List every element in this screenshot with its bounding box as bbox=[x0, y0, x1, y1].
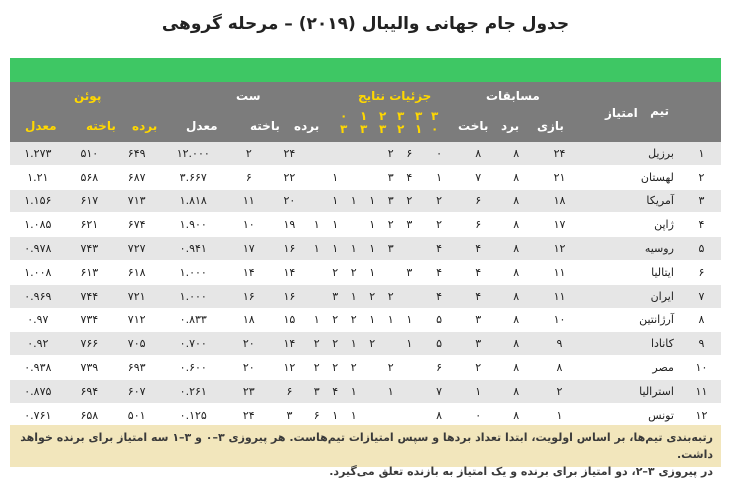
cell-team: مصر bbox=[583, 356, 682, 380]
cell-played: ۸ bbox=[497, 237, 536, 261]
header-pts-ratio: معدل bbox=[25, 119, 57, 133]
cell-pr: ۰.۷۶۱ bbox=[10, 403, 66, 427]
cell-r32 bbox=[363, 142, 382, 165]
cell-r31: ۳ bbox=[382, 165, 401, 189]
cell-won: ۰ bbox=[460, 403, 497, 427]
header-won: برد bbox=[501, 119, 520, 133]
cell-r03 bbox=[307, 284, 326, 308]
cell-team: آرژانتین bbox=[583, 308, 682, 332]
cell-lost: ۷ bbox=[419, 379, 460, 403]
cell-r13: ۲ bbox=[326, 260, 345, 284]
cell-pw: ۶۴۹ bbox=[113, 142, 160, 165]
cell-sr: ۰.۹۴۱ bbox=[160, 237, 226, 261]
cell-played: ۸ bbox=[497, 189, 536, 213]
cell-pr: ۰.۹۷ bbox=[10, 308, 66, 332]
table-row bbox=[10, 213, 721, 237]
cell-lost: ۵ bbox=[419, 332, 460, 356]
cell-r31: ۳ bbox=[382, 189, 401, 213]
cell-team: تونس bbox=[583, 403, 682, 427]
cell-lost: ۴ bbox=[419, 237, 460, 261]
cell-sl: ۱۴ bbox=[226, 260, 271, 284]
header-team: تیم bbox=[650, 104, 669, 118]
cell-team: کانادا bbox=[583, 332, 682, 356]
cell-points: ۱۱ bbox=[536, 284, 583, 308]
cell-rank: ۱۲ bbox=[682, 403, 721, 427]
cell-r32: ۱ bbox=[363, 308, 382, 332]
cell-r03 bbox=[307, 189, 326, 213]
cell-lost: ۴ bbox=[419, 284, 460, 308]
cell-sl: ۱۰ bbox=[226, 213, 271, 237]
cell-pw: ۷۲۷ bbox=[113, 237, 160, 261]
header-result-13: ۱ ۳ bbox=[360, 109, 368, 136]
cell-points: ۲۴ bbox=[536, 142, 583, 165]
cell-won: ۴ bbox=[460, 237, 497, 261]
cell-rank: ۲ bbox=[682, 165, 721, 189]
cell-r30: ۴ bbox=[400, 165, 419, 189]
cell-pl: ۷۴۴ bbox=[66, 284, 113, 308]
cell-r23: ۱ bbox=[344, 379, 363, 403]
cell-r31: ۲ bbox=[382, 356, 401, 380]
cell-r03: ۳ bbox=[307, 379, 326, 403]
cell-lost: ۱ bbox=[419, 165, 460, 189]
cell-team: روسیه bbox=[583, 237, 682, 261]
cell-lost: ۰ bbox=[419, 142, 460, 165]
cell-rank: ۶ bbox=[682, 260, 721, 284]
cell-r32: ۱ bbox=[363, 213, 382, 237]
cell-points: ۱۲ bbox=[536, 237, 583, 261]
table-row bbox=[10, 189, 721, 213]
cell-sl: ۱۱ bbox=[226, 189, 271, 213]
table-row bbox=[10, 260, 721, 284]
cell-won: ۳ bbox=[460, 332, 497, 356]
cell-r30 bbox=[400, 356, 419, 380]
header-lost: باخت bbox=[458, 119, 489, 133]
cell-r30: ۱ bbox=[400, 332, 419, 356]
cell-played: ۸ bbox=[497, 308, 536, 332]
cell-won: ۸ bbox=[460, 142, 497, 165]
cell-rank: ۴ bbox=[682, 213, 721, 237]
cell-rank: ۹ bbox=[682, 332, 721, 356]
cell-sw: ۱۴ bbox=[271, 332, 307, 356]
cell-pw: ۷۱۲ bbox=[113, 308, 160, 332]
cell-pl: ۶۵۸ bbox=[66, 403, 113, 427]
cell-pw: ۶۸۷ bbox=[113, 165, 160, 189]
cell-r31: ۳ bbox=[382, 237, 401, 261]
cell-played: ۸ bbox=[497, 260, 536, 284]
cell-sl: ۲۰ bbox=[226, 356, 271, 380]
cell-pw: ۷۰۵ bbox=[113, 332, 160, 356]
cell-r13: ۱ bbox=[326, 165, 345, 189]
cell-r13: ۳ bbox=[326, 284, 345, 308]
cell-sr: ۰.۸۳۳ bbox=[160, 308, 226, 332]
cell-team: ایتالیا bbox=[583, 260, 682, 284]
cell-r30 bbox=[400, 284, 419, 308]
cell-sw: ۱۶ bbox=[271, 284, 307, 308]
cell-r13: ۱ bbox=[326, 237, 345, 261]
table-row bbox=[10, 165, 721, 189]
cell-pl: ۶۹۴ bbox=[66, 379, 113, 403]
cell-r23: ۲ bbox=[344, 308, 363, 332]
cell-r03: ۱ bbox=[307, 308, 326, 332]
cell-won: ۶ bbox=[460, 213, 497, 237]
cell-r03: ۲ bbox=[307, 356, 326, 380]
cell-won: ۴ bbox=[460, 284, 497, 308]
cell-sr: ۰.۷۰۰ bbox=[160, 332, 226, 356]
cell-sw: ۱۶ bbox=[271, 237, 307, 261]
header-accent-bar bbox=[10, 58, 721, 82]
cell-r30 bbox=[400, 403, 419, 427]
cell-team: آمریکا bbox=[583, 189, 682, 213]
cell-played: ۸ bbox=[497, 332, 536, 356]
cell-lost: ۶ bbox=[419, 356, 460, 380]
cell-pr: ۱.۰۰۸ bbox=[10, 260, 66, 284]
cell-pr: ۱.۲۷۳ bbox=[10, 142, 66, 165]
header-pts-won: برده bbox=[132, 119, 158, 133]
cell-played: ۸ bbox=[497, 213, 536, 237]
header-result-32: ۳ ۲ bbox=[397, 109, 405, 136]
cell-lost: ۲ bbox=[419, 189, 460, 213]
cell-r23: ۱ bbox=[344, 332, 363, 356]
ranking-note bbox=[10, 425, 721, 478]
cell-lost: ۸ bbox=[419, 403, 460, 427]
cell-r23 bbox=[344, 142, 363, 165]
cell-pl: ۵۶۸ bbox=[66, 165, 113, 189]
header-result-31: ۳ ۱ bbox=[415, 109, 423, 136]
table-row bbox=[10, 308, 721, 332]
cell-r31 bbox=[382, 332, 401, 356]
table-row bbox=[10, 332, 721, 356]
cell-points: ۱۸ bbox=[536, 189, 583, 213]
cell-r32 bbox=[363, 165, 382, 189]
cell-r30: ۱ bbox=[400, 308, 419, 332]
table-row bbox=[10, 356, 721, 380]
cell-sw: ۲۲ bbox=[271, 165, 307, 189]
standings-table bbox=[10, 142, 721, 428]
cell-sl: ۲۴ bbox=[226, 403, 271, 427]
cell-r31: ۲ bbox=[382, 213, 401, 237]
table-row bbox=[10, 284, 721, 308]
cell-rank: ۱۰ bbox=[682, 356, 721, 380]
cell-rank: ۱۱ bbox=[682, 379, 721, 403]
cell-played: ۸ bbox=[497, 403, 536, 427]
header-results: جزئیات نتایج bbox=[358, 89, 432, 103]
cell-pl: ۵۱۰ bbox=[66, 142, 113, 165]
cell-r23: ۲ bbox=[344, 356, 363, 380]
cell-sr: ۰.۱۲۵ bbox=[160, 403, 226, 427]
header-result-03: ۰ ۳ bbox=[340, 109, 348, 136]
cell-pr: ۱.۲۱ bbox=[10, 165, 66, 189]
cell-sl: ۲۰ bbox=[226, 332, 271, 356]
cell-points: ۱۱ bbox=[536, 260, 583, 284]
cell-sr: ۱.۰۰۰ bbox=[160, 284, 226, 308]
cell-sl: ۲ bbox=[226, 142, 271, 165]
header-pts: پوئن bbox=[74, 89, 102, 103]
cell-pw: ۵۰۱ bbox=[113, 403, 160, 427]
header-sets-lost: باخته bbox=[250, 119, 280, 133]
cell-pw: ۶۷۴ bbox=[113, 213, 160, 237]
cell-r31: ۱ bbox=[382, 308, 401, 332]
cell-sw: ۲۴ bbox=[271, 142, 307, 165]
header-sets: ست bbox=[236, 89, 261, 103]
header-pts-lost: باخته bbox=[86, 119, 116, 133]
cell-r30 bbox=[400, 379, 419, 403]
cell-r31: ۱ bbox=[382, 379, 401, 403]
cell-points: ۱۷ bbox=[536, 213, 583, 237]
cell-r13: ۴ bbox=[326, 379, 345, 403]
cell-r31: ۲ bbox=[382, 284, 401, 308]
cell-sl: ۱۶ bbox=[226, 284, 271, 308]
cell-pl: ۶۱۷ bbox=[66, 189, 113, 213]
cell-played: ۸ bbox=[497, 379, 536, 403]
cell-pw: ۷۲۱ bbox=[113, 284, 160, 308]
cell-lost: ۲ bbox=[419, 213, 460, 237]
note-line-2: در پیروزی ۳–۲، دو امتیاز برای برنده و یک امتیاز به بازنده تعلق می‌گیرد. bbox=[329, 465, 713, 478]
cell-r32 bbox=[363, 356, 382, 380]
cell-points: ۸ bbox=[536, 356, 583, 380]
cell-rank: ۸ bbox=[682, 308, 721, 332]
cell-team: ژاپن bbox=[583, 213, 682, 237]
cell-r30: ۶ bbox=[400, 142, 419, 165]
cell-r23: ۱ bbox=[344, 237, 363, 261]
cell-lost: ۴ bbox=[419, 260, 460, 284]
note-line-1: رتبه‌بندی تیم‌ها، بر اساس اولویت، ابتدا تعداد بردها و سپس امتیازات تیم‌هاست. هر پیروزی ۳–۰ و ۳–۱ سه امتیاز برای برنده خواهد داشت. bbox=[20, 431, 713, 461]
cell-sr: ۰.۶۰۰ bbox=[160, 356, 226, 380]
cell-r03 bbox=[307, 142, 326, 165]
cell-r32 bbox=[363, 379, 382, 403]
table-row bbox=[10, 142, 721, 165]
cell-r03 bbox=[307, 165, 326, 189]
cell-r30: ۲ bbox=[400, 189, 419, 213]
cell-won: ۷ bbox=[460, 165, 497, 189]
cell-sl: ۱۷ bbox=[226, 237, 271, 261]
cell-r13: ۲ bbox=[326, 356, 345, 380]
cell-pr: ۰.۹۶۹ bbox=[10, 284, 66, 308]
cell-sw: ۱۵ bbox=[271, 308, 307, 332]
cell-played: ۸ bbox=[497, 356, 536, 380]
cell-pr: ۱.۰۸۵ bbox=[10, 213, 66, 237]
cell-points: ۹ bbox=[536, 332, 583, 356]
cell-r32: ۱ bbox=[363, 189, 382, 213]
cell-sr: ۱.۹۰۰ bbox=[160, 213, 226, 237]
cell-rank: ۵ bbox=[682, 237, 721, 261]
cell-r13: ۲ bbox=[326, 332, 345, 356]
cell-r13: ۱ bbox=[326, 403, 345, 427]
cell-r13: ۱ bbox=[326, 213, 345, 237]
cell-r23: ۱ bbox=[344, 284, 363, 308]
cell-sw: ۳ bbox=[271, 403, 307, 427]
cell-pr: ۰.۹۷۸ bbox=[10, 237, 66, 261]
cell-points: ۲ bbox=[536, 379, 583, 403]
cell-sr: ۱.۸۱۸ bbox=[160, 189, 226, 213]
cell-r32: ۱ bbox=[363, 237, 382, 261]
cell-played: ۸ bbox=[497, 284, 536, 308]
page-title: جدول جام جهانی والیبال (۲۰۱۹) – مرحله گروهی bbox=[161, 14, 570, 34]
cell-sw: ۱۴ bbox=[271, 260, 307, 284]
cell-sw: ۱۹ bbox=[271, 213, 307, 237]
cell-pw: ۷۱۳ bbox=[113, 189, 160, 213]
cell-pl: ۷۳۹ bbox=[66, 356, 113, 380]
cell-r03: ۱ bbox=[307, 213, 326, 237]
cell-team: برزیل bbox=[583, 142, 682, 165]
cell-pw: ۶۰۷ bbox=[113, 379, 160, 403]
cell-lost: ۵ bbox=[419, 308, 460, 332]
cell-pr: ۰.۹۳۸ bbox=[10, 356, 66, 380]
cell-sr: ۳.۶۶۷ bbox=[160, 165, 226, 189]
header-played: بازی bbox=[537, 119, 564, 133]
header-matches: مسابقات bbox=[486, 89, 540, 103]
cell-points: ۱ bbox=[536, 403, 583, 427]
cell-team: لهستان bbox=[583, 165, 682, 189]
cell-r23: ۲ bbox=[344, 260, 363, 284]
cell-pl: ۶۲۱ bbox=[66, 213, 113, 237]
header-result-30: ۳ ۰ bbox=[431, 109, 439, 136]
cell-r03: ۲ bbox=[307, 332, 326, 356]
cell-r13 bbox=[326, 142, 345, 165]
cell-points: ۱۰ bbox=[536, 308, 583, 332]
cell-sw: ۱۲ bbox=[271, 356, 307, 380]
header-result-23: ۲ ۳ bbox=[379, 109, 387, 136]
cell-sr: ۱۲.۰۰۰ bbox=[160, 142, 226, 165]
cell-points: ۲۱ bbox=[536, 165, 583, 189]
cell-sw: ۶ bbox=[271, 379, 307, 403]
cell-played: ۸ bbox=[497, 165, 536, 189]
cell-won: ۳ bbox=[460, 308, 497, 332]
table-header bbox=[10, 82, 721, 142]
cell-pl: ۷۶۶ bbox=[66, 332, 113, 356]
cell-team: استرالیا bbox=[583, 379, 682, 403]
cell-rank: ۳ bbox=[682, 189, 721, 213]
table-row bbox=[10, 403, 721, 427]
cell-r31 bbox=[382, 260, 401, 284]
cell-r13: ۲ bbox=[326, 308, 345, 332]
cell-r23: ۱ bbox=[344, 189, 363, 213]
cell-won: ۲ bbox=[460, 356, 497, 380]
cell-r32: ۱ bbox=[363, 260, 382, 284]
cell-r03 bbox=[307, 260, 326, 284]
cell-pw: ۶۱۸ bbox=[113, 260, 160, 284]
cell-r23 bbox=[344, 165, 363, 189]
cell-r03: ۱ bbox=[307, 237, 326, 261]
cell-sl: ۱۸ bbox=[226, 308, 271, 332]
header-sets-won: برده bbox=[294, 119, 320, 133]
cell-sr: ۱.۰۰۰ bbox=[160, 260, 226, 284]
cell-won: ۶ bbox=[460, 189, 497, 213]
cell-sw: ۲۰ bbox=[271, 189, 307, 213]
cell-pw: ۶۹۳ bbox=[113, 356, 160, 380]
cell-pl: ۶۱۳ bbox=[66, 260, 113, 284]
cell-r31 bbox=[382, 403, 401, 427]
cell-played: ۸ bbox=[497, 142, 536, 165]
cell-r03: ۶ bbox=[307, 403, 326, 427]
cell-pr: ۰.۸۷۵ bbox=[10, 379, 66, 403]
cell-won: ۱ bbox=[460, 379, 497, 403]
cell-pl: ۷۴۳ bbox=[66, 237, 113, 261]
cell-sl: ۲۳ bbox=[226, 379, 271, 403]
cell-pr: ۰.۹۲ bbox=[10, 332, 66, 356]
table-row bbox=[10, 379, 721, 403]
cell-r23: ۱ bbox=[344, 403, 363, 427]
cell-rank: ۷ bbox=[682, 284, 721, 308]
cell-rank: ۱ bbox=[682, 142, 721, 165]
header-points: امتیاز bbox=[605, 106, 638, 120]
cell-team: ایران bbox=[583, 284, 682, 308]
cell-sl: ۶ bbox=[226, 165, 271, 189]
cell-r30: ۳ bbox=[400, 260, 419, 284]
cell-r30 bbox=[400, 237, 419, 261]
header-sets-ratio: معدل bbox=[186, 119, 218, 133]
cell-r31: ۲ bbox=[382, 142, 401, 165]
cell-sr: ۰.۲۶۱ bbox=[160, 379, 226, 403]
cell-r32: ۲ bbox=[363, 332, 382, 356]
cell-pr: ۱.۱۵۶ bbox=[10, 189, 66, 213]
cell-r13: ۱ bbox=[326, 189, 345, 213]
cell-r32: ۲ bbox=[363, 284, 382, 308]
cell-won: ۴ bbox=[460, 260, 497, 284]
cell-r32 bbox=[363, 403, 382, 427]
table-row bbox=[10, 237, 721, 261]
cell-r30: ۳ bbox=[400, 213, 419, 237]
cell-r23 bbox=[344, 213, 363, 237]
cell-pl: ۷۳۴ bbox=[66, 308, 113, 332]
